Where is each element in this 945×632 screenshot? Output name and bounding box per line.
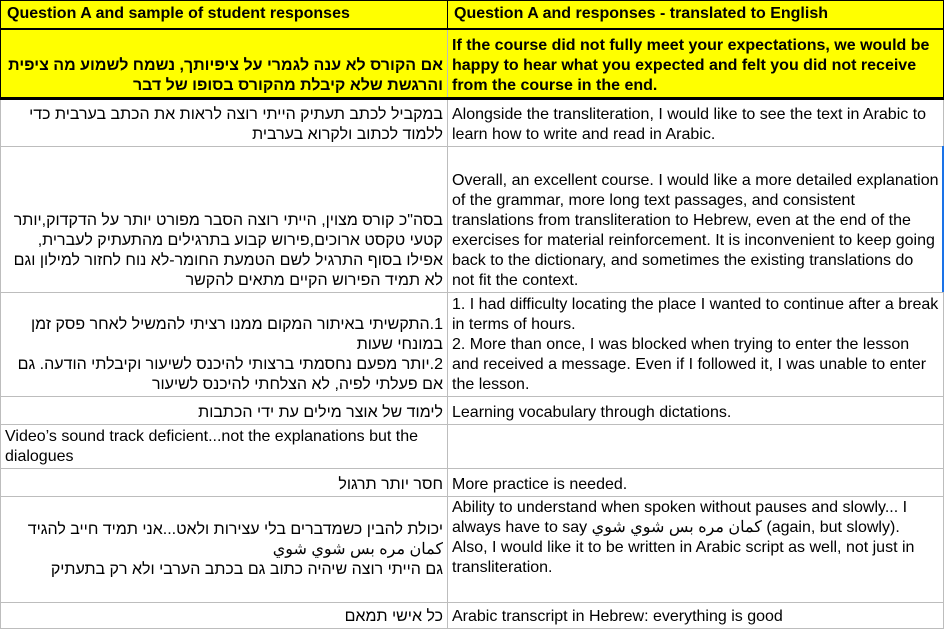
header-cell-right[interactable]: Question A and responses - translated to English bbox=[448, 1, 944, 29]
table-row bbox=[1, 603, 944, 629]
header-row bbox=[1, 1, 944, 29]
table-row bbox=[1, 147, 944, 293]
table-row bbox=[1, 293, 944, 397]
question-english-cell[interactable]: If the course did not fully meet your expectations, we would be happy to hear what you expected and felt you did not receive from the course in the end. bbox=[448, 29, 944, 99]
table-row bbox=[1, 469, 944, 497]
response-hebrew-cell[interactable]: כל אישי תמאם bbox=[1, 603, 448, 629]
response-line: גם הייתי רוצה שיהיה כתוב גם בכתב הערבי ולא רק בתעתיק bbox=[50, 560, 443, 578]
response-hebrew-cell[interactable]: חסר יותר תרגול bbox=[1, 469, 448, 497]
response-line: יכולת להבין כשמדברים בלי עצירות ולאט...אני תמיד חייב להגיד كمان مره بس شوي شوي bbox=[27, 520, 443, 558]
response-original-cell[interactable]: Video’s sound track deficient...not the explanations but the dialogues bbox=[1, 425, 448, 469]
table-row bbox=[1, 397, 944, 425]
header-cell-left[interactable]: Question A and sample of student responses bbox=[1, 1, 448, 29]
response-english-cell[interactable] bbox=[448, 425, 944, 469]
response-hebrew-cell[interactable] bbox=[1, 497, 448, 603]
response-hebrew-cell[interactable]: לימוד של אוצר מילים עת ידי הכתבות bbox=[1, 397, 448, 425]
response-english-cell[interactable]: Arabic transcript in Hebrew: everything is good bbox=[448, 603, 944, 629]
table-row bbox=[1, 425, 944, 469]
response-english-cell[interactable]: Learning vocabulary through dictations. bbox=[448, 397, 944, 425]
table-row bbox=[1, 99, 944, 147]
response-hebrew-cell[interactable]: במקביל לכתב תעתיק הייתי רוצה לראות את הכתב בערבית כדי ללמוד לכתוב ולקרוא בערבית bbox=[1, 99, 448, 147]
response-english-cell[interactable]: Alongside the transliteration, I would like to see the text in Arabic to learn how to write and read in Arabic. bbox=[448, 99, 944, 147]
response-line: 1.התקשיתי באיתור המקום ממנו רציתי להמשיל לאחר פסק זמן במונחי שעות bbox=[31, 316, 443, 353]
question-row bbox=[1, 29, 944, 99]
response-line: 1. I had difficulty locating the place I wanted to continue after a break in terms of hours. bbox=[452, 296, 939, 333]
response-english-cell[interactable] bbox=[448, 293, 944, 397]
response-hebrew-cell[interactable]: בסה"כ קורס מצוין, הייתי רוצה הסבר מפורט יותר על הדקדוק,יותר קטעי טקסט ארוכים,פירוש קבוע בתרגילים מהתעתיק לעברית, אפילו בסוף התרגיל לשם הטמעת החומר-לא נוח לחזור למילון וגם לא תמיד הפירוש הקיים מתאים להקשר bbox=[1, 147, 448, 293]
response-line: 2.יותר מפעם נחסמתי ברצותי להיכנס לשיעור וקיבלתי הודעה. גם אם פעלתי לפיה, לא הצלחתי להיכנס לשיעור bbox=[17, 356, 443, 393]
response-english-cell[interactable]: More practice is needed. bbox=[448, 469, 944, 497]
response-hebrew-cell[interactable] bbox=[1, 293, 448, 397]
question-hebrew-cell[interactable]: אם הקורס לא ענה לגמרי על ציפיותך, נשמח לשמוע מה ציפית והרגשת שלא קיבלת מהקורס בסופו של דבר bbox=[1, 29, 448, 99]
table-row bbox=[1, 497, 944, 603]
response-line: 2. More than once, I was blocked when trying to enter the lesson and received a message. Even if I followed it, I was unable to enter the lesson. bbox=[452, 336, 927, 393]
response-english-cell[interactable]: Ability to understand when spoken without pauses and slowly... I always have to say كمان مره بس شوي شوي (again, but slowly). Also, I would like it to be written in Arabic script as well, not just in transliteration. bbox=[448, 497, 944, 603]
response-english-cell[interactable]: Overall, an excellent course. I would like a more detailed explanation of the grammar, more long text passages, and consistent translations from transliteration to Hebrew, even at the end of the exercises for material reinforcement. It is inconvenient to keep going back to the dictionary, and sometimes the existing translations do not fit the context. bbox=[448, 147, 944, 293]
cell-selection-border bbox=[942, 146, 944, 292]
